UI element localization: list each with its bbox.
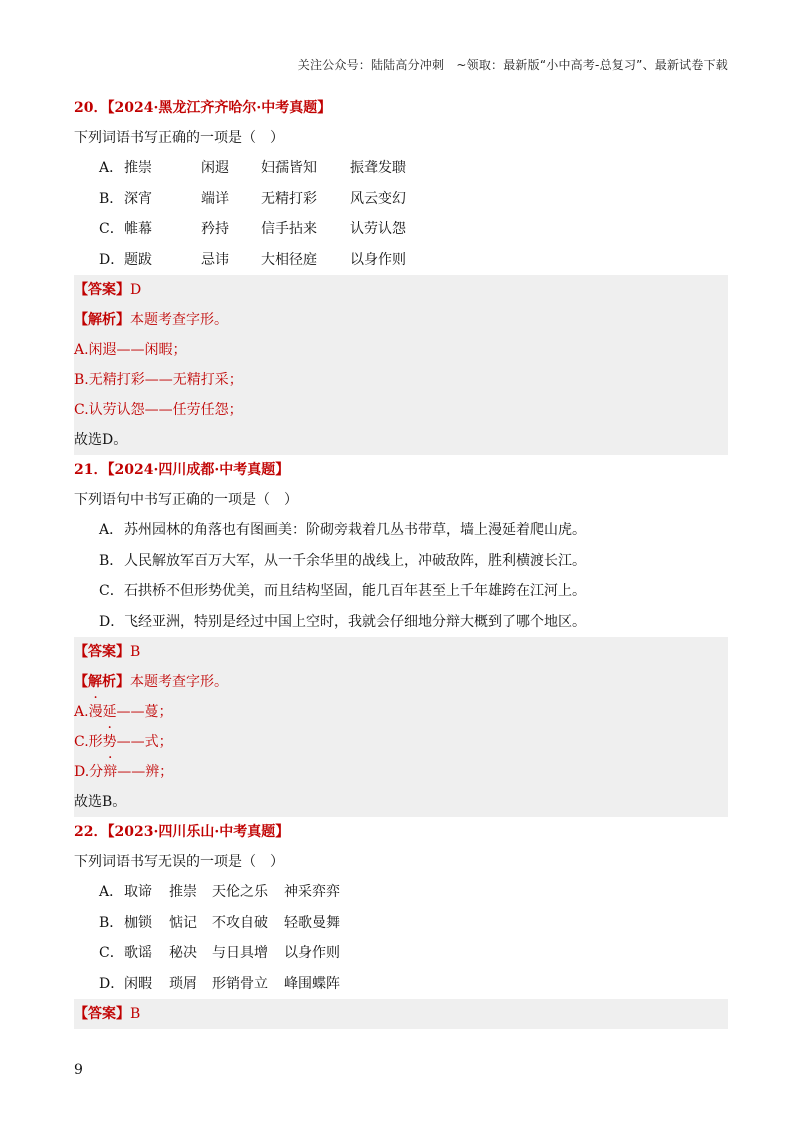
option-word: 琐屑: [169, 975, 197, 992]
emphasized-char: 辩: [103, 764, 118, 780]
analysis-item: [74, 727, 728, 757]
option-d: [74, 245, 728, 276]
option-letter: D．: [99, 251, 125, 268]
option-d: [74, 607, 728, 638]
option-word: 无精打彩: [261, 190, 317, 207]
question-stem: 下列词语书写正确的一项是（ ）: [74, 130, 284, 146]
option-word: 深宵: [124, 190, 152, 207]
option-word: 端详: [201, 190, 229, 207]
analysis-suffix: ——辨；: [117, 764, 174, 780]
option-word: 惦记: [169, 914, 197, 931]
option-b: [74, 908, 728, 939]
option-word: 忌讳: [201, 251, 229, 268]
analysis-prefix: D.分: [74, 764, 104, 780]
answer-block: [74, 637, 728, 817]
option-b: [74, 546, 728, 577]
option-c: [74, 214, 728, 245]
analysis-item: [74, 697, 728, 727]
question-title: 20．【2024·黑龙江齐齐哈尔·中考真题】: [74, 100, 332, 116]
option-letter: C．: [99, 221, 124, 237]
option-word: 轻歌曼舞: [284, 914, 340, 931]
option-text: 飞经亚洲，特别是经过中国上空时，我就会仔细地分辩大概到了哪个地区。: [124, 613, 586, 630]
option-word: 题跋: [124, 251, 152, 268]
option-a: [74, 877, 728, 908]
option-word: 天伦之乐: [212, 884, 268, 900]
question-title: 22．【2023·四川乐山·中考真题】: [74, 824, 290, 840]
analysis-label: 【解析】: [74, 312, 130, 328]
question-22: [74, 817, 728, 1029]
conclusion: 故选B。: [74, 794, 127, 810]
option-word: 信手拈来: [261, 221, 317, 237]
analysis-item: A.闲遐——闲暇；: [74, 342, 187, 358]
option-word: 秘决: [169, 945, 197, 961]
option-d: [74, 969, 728, 1000]
option-word: 认劳认怨: [350, 221, 406, 237]
option-letter: C．: [99, 583, 124, 599]
conclusion: 故选D。: [74, 432, 128, 448]
option-word: 不攻自破: [212, 914, 268, 931]
answer-line: [74, 275, 728, 305]
answer-label: 【答案】: [74, 1006, 130, 1022]
question-title: 21．【2024·四川成都·中考真题】: [74, 462, 290, 478]
option-word: 以身作则: [350, 251, 406, 268]
option-letter: A．: [99, 522, 124, 538]
option-text: 石拱桥不但形势优美，而且结构坚固，能几百年甚至上千年雄跨在江河上。: [124, 583, 586, 599]
analysis-line: [74, 305, 728, 335]
page-header: 关注公众号：陆陆高分冲刺 ~领取：最新版“小中高考-总复习”、最新试卷下载: [297, 58, 728, 72]
option-word: 与日具增: [212, 945, 268, 961]
analysis-suffix: 延——蔓；: [102, 704, 173, 720]
option-a: [74, 515, 728, 546]
answer-value: B: [130, 644, 141, 660]
option-letter: B．: [99, 914, 124, 931]
option-a: [74, 153, 728, 184]
option-letter: B．: [99, 190, 124, 207]
option-word: 大相径庭: [261, 251, 317, 268]
option-letter: A．: [99, 884, 124, 900]
option-word: 闲暇: [124, 975, 152, 992]
question-stem: 下列词语书写无误的一项是（ ）: [74, 854, 284, 870]
page-number: 9: [74, 1062, 83, 1078]
option-letter: C．: [99, 945, 124, 961]
option-text: 苏州园林的角落也有图画美：阶砌旁栽着几丛书带草，墙上漫延着爬山虎。: [124, 522, 586, 538]
option-letter: B．: [99, 552, 124, 569]
option-word: 峰围蝶阵: [284, 975, 340, 992]
option-word: 歌谣: [124, 945, 152, 961]
question-stem: 下列语句中书写正确的一项是（ ）: [74, 492, 298, 508]
option-b: [74, 184, 728, 215]
option-word: 取谛: [124, 884, 152, 900]
option-letter: A．: [99, 160, 124, 176]
answer-block: [74, 275, 728, 455]
answer-label: 【答案】: [74, 644, 130, 660]
analysis-text: 本题考查字形。: [130, 674, 228, 690]
answer-line: [74, 637, 728, 667]
option-word: 帷幕: [124, 221, 152, 237]
option-word: 闲遐: [201, 160, 229, 176]
answer-value: B: [130, 1006, 141, 1022]
option-word: 形销骨立: [212, 975, 268, 992]
answer-line: [74, 999, 728, 1029]
option-word: 矜持: [201, 221, 229, 237]
option-word: 神采弈弈: [284, 884, 340, 900]
option-word: 枷锁: [124, 914, 152, 931]
option-letter: D．: [99, 613, 125, 630]
analysis-line: [74, 667, 728, 697]
analysis-text: 本题考查字形。: [130, 312, 228, 328]
analysis-prefix: A.: [74, 704, 89, 720]
option-word: 以身作则: [284, 945, 340, 961]
option-c: [74, 938, 728, 969]
question-20: [74, 93, 728, 455]
analysis-item: B.无精打彩——无精打采；: [74, 372, 243, 388]
analysis-prefix: C.形: [74, 734, 103, 750]
option-word: 推崇: [169, 884, 197, 900]
option-word: 推崇: [124, 160, 152, 176]
emphasized-char: 漫: [88, 704, 103, 720]
answer-label: 【答案】: [74, 282, 130, 298]
option-word: 风云变幻: [350, 190, 406, 207]
analysis-item: [74, 757, 728, 787]
option-c: [74, 576, 728, 607]
question-21: [74, 455, 728, 817]
answer-value: D: [130, 282, 142, 298]
option-letter: D．: [99, 975, 125, 992]
analysis-label: 【解析】: [74, 674, 130, 690]
answer-block: [74, 999, 728, 1029]
option-word: 妇孺皆知: [261, 160, 317, 176]
analysis-item: C.认劳认怨——任劳任怨；: [74, 402, 243, 418]
emphasized-char: 势: [102, 734, 117, 750]
option-text: 人民解放军百万大军，从一千余华里的战线上，冲破敌阵，胜利横渡长江。: [124, 552, 586, 569]
content: [74, 93, 728, 1029]
option-word: 振聋发聩: [350, 160, 406, 176]
analysis-suffix: ——式；: [116, 734, 173, 750]
